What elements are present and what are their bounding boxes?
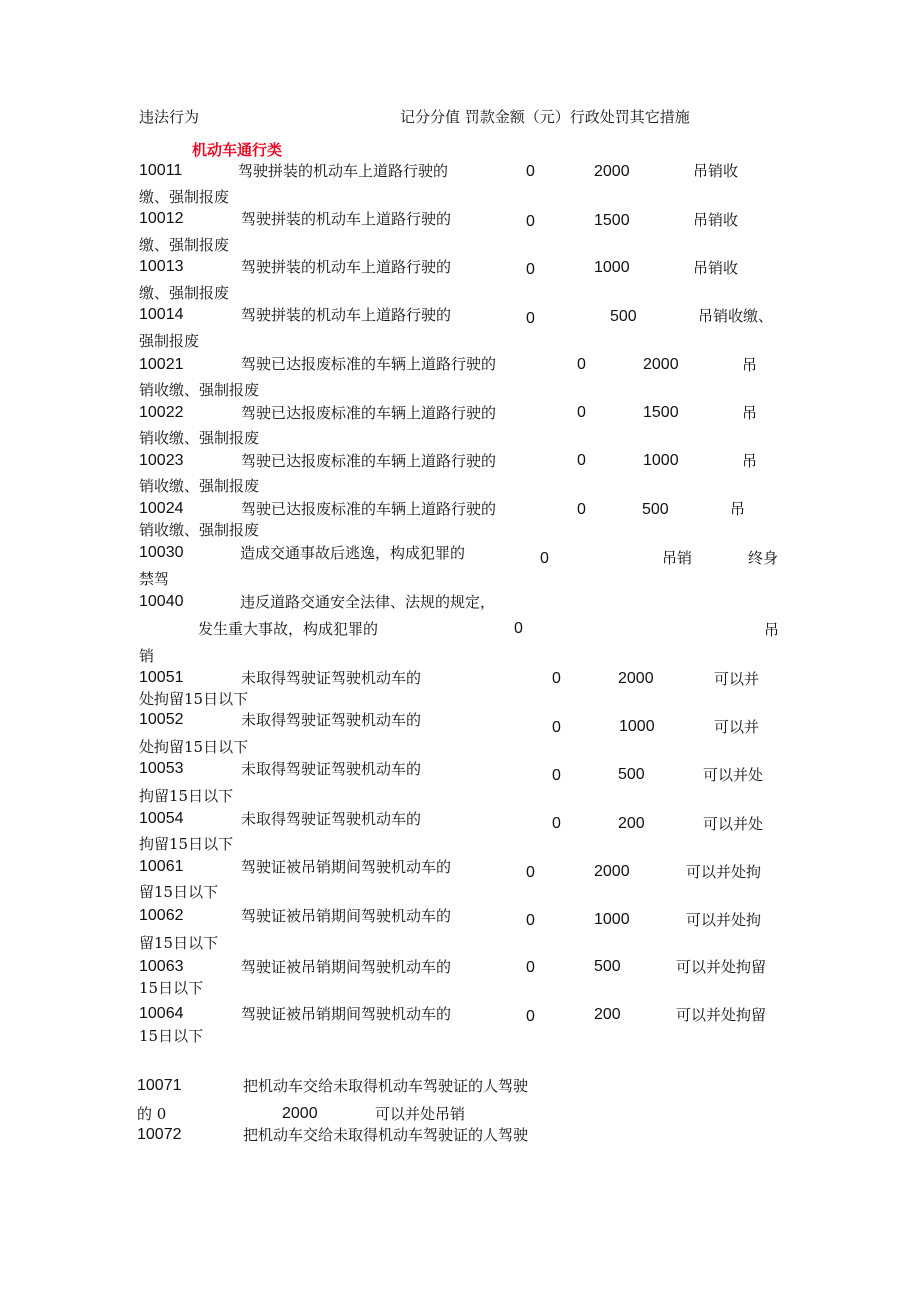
row-code: 10014 (139, 306, 184, 323)
row-desc: 造成交通事故后逃逸，构成犯罪的 (240, 544, 466, 562)
row-desc: 驾驶证被吊销期间驾驶机动车的 (241, 858, 452, 876)
row-continuation: 销收缴、强制报废 (139, 429, 260, 447)
row-code: 10013 (139, 258, 184, 275)
section-title: 机动车通行类 (192, 141, 283, 159)
row-points: 0 (526, 213, 535, 230)
row-code: 10012 (139, 210, 184, 227)
row-fine: 1500 (643, 404, 679, 421)
row-points: 0 (526, 163, 535, 180)
row-points: 0 (526, 864, 535, 881)
row-points: 0 (552, 815, 561, 832)
row-points: 0 (526, 912, 535, 929)
row-desc: 驾驶拼装的机动车上道路行驶的 (241, 210, 452, 228)
row-code: 10072 (137, 1126, 182, 1143)
row-code: 10051 (139, 669, 184, 686)
row-desc: 未取得驾驶证驾驶机动车的 (241, 760, 422, 778)
row-continuation: 的 0 (137, 1105, 167, 1123)
row-desc: 驾驶证被吊销期间驾驶机动车的 (241, 1005, 452, 1023)
row-code: 10071 (137, 1077, 182, 1094)
row-points: 0 (552, 670, 561, 687)
row-fine: 1000 (594, 259, 630, 276)
row-continuation: 留15日以下 (139, 934, 219, 952)
row-points: 0 (526, 1008, 535, 1025)
row-code: 10052 (139, 711, 184, 728)
row-penalty: 吊 (764, 621, 780, 639)
row-extra: 终身 (748, 549, 779, 567)
row-desc: 把机动车交给未取得机动车驾驶证的人驾驶 (243, 1126, 529, 1144)
row-continuation: 禁驾 (139, 570, 170, 588)
row-code: 10061 (139, 858, 184, 875)
row-fine: 1500 (594, 212, 630, 229)
row-desc: 未取得驾驶证驾驶机动车的 (241, 669, 422, 687)
row-fine: 1000 (619, 718, 655, 735)
row-fine: 1000 (594, 911, 630, 928)
row-desc: 未取得驾驶证驾驶机动车的 (241, 711, 422, 729)
row-code: 10030 (139, 544, 184, 561)
row-code: 10023 (139, 452, 184, 469)
row-desc: 把机动车交给未取得机动车驾驶证的人驾驶 (243, 1077, 529, 1095)
row-desc: 驾驶已达报废标准的车辆上道路行驶的 (241, 500, 497, 518)
row-points: 0 (526, 310, 535, 327)
row-penalty: 吊销收 (693, 162, 739, 180)
header-behavior: 违法行为 (139, 108, 200, 126)
row-penalty: 吊 (730, 500, 746, 518)
row-points: 0 (577, 452, 586, 469)
row-fine: 2000 (282, 1105, 318, 1122)
row-penalty: 吊 (742, 452, 758, 470)
row-desc: 驾驶证被吊销期间驾驶机动车的 (241, 907, 452, 925)
row-code: 10011 (139, 162, 183, 179)
row-fine: 2000 (618, 670, 654, 687)
row-desc: 驾驶拼装的机动车上道路行驶的 (241, 306, 452, 324)
row-code: 10064 (139, 1005, 184, 1022)
row-code: 10040 (139, 593, 184, 610)
row-fine: 2000 (643, 356, 679, 373)
row-penalty: 可以并 (714, 670, 760, 688)
row-penalty: 可以并处拘留 (676, 1006, 767, 1024)
row-desc: 驾驶证被吊销期间驾驶机动车的 (241, 958, 452, 976)
row-penalty: 可以并处拘 (686, 863, 762, 881)
row-penalty: 可以并处拘 (686, 911, 762, 929)
row-fine: 2000 (594, 863, 630, 880)
row-code: 10021 (139, 356, 184, 373)
row-code: 10062 (139, 907, 184, 924)
row-code: 10054 (139, 810, 184, 827)
row-desc: 驾驶拼装的机动车上道路行驶的 (241, 258, 452, 276)
row-fine: 200 (618, 815, 645, 832)
row-points: 0 (526, 959, 535, 976)
row-fine: 1000 (643, 452, 679, 469)
header-columns: 记分分值 罚款金额（元）行政处罚其它措施 (400, 108, 690, 126)
row-fine: 500 (594, 958, 621, 975)
row-penalty: 可以并处 (703, 766, 764, 784)
row-continuation: 销收缴、强制报废 (139, 477, 260, 495)
row-continuation: 强制报废 (139, 332, 200, 350)
row-points: 0 (577, 501, 586, 518)
row-points: 0 (514, 620, 523, 637)
row-continuation: 缴、强制报废 (139, 188, 230, 206)
row-fine: 500 (610, 308, 637, 325)
row-penalty: 吊销收 (693, 259, 739, 277)
row-points: 0 (577, 404, 586, 421)
row-code: 10022 (139, 404, 184, 421)
row-continuation: 拘留15日以下 (139, 835, 234, 853)
row-continuation: 拘留15日以下 (139, 787, 234, 805)
row-desc: 违反道路交通安全法律、法规的规定， (240, 593, 496, 611)
row-code: 10053 (139, 760, 184, 777)
row-continuation: 缴、强制报废 (139, 284, 230, 302)
row-desc: 未取得驾驶证驾驶机动车的 (241, 810, 422, 828)
row-continuation: 销收缴、强制报废 (139, 521, 260, 539)
row-points: 0 (552, 767, 561, 784)
row-continuation: 15日以下 (139, 1027, 204, 1045)
row-fine: 200 (594, 1006, 621, 1023)
row-points: 0 (577, 356, 586, 373)
row-continuation: 处拘留15日以下 (139, 690, 249, 708)
row-continuation: 处拘留15日以下 (139, 738, 249, 756)
row-penalty: 吊销 (662, 549, 693, 567)
row-fine: 2000 (594, 163, 630, 180)
row-desc: 驾驶已达报废标准的车辆上道路行驶的 (241, 452, 497, 470)
row-points: 0 (552, 719, 561, 736)
row-penalty: 可以并处吊销 (375, 1105, 466, 1123)
row-points: 0 (526, 261, 535, 278)
row-code: 10063 (139, 958, 184, 975)
row-desc-line2: 发生重大事故，构成犯罪的 (198, 620, 379, 638)
row-penalty: 可以并处 (703, 815, 764, 833)
row-penalty: 可以并 (714, 718, 760, 736)
row-desc: 驾驶已达报废标准的车辆上道路行驶的 (241, 404, 497, 422)
row-desc: 驾驶已达报废标准的车辆上道路行驶的 (241, 355, 497, 373)
row-points: 0 (540, 550, 549, 567)
row-continuation: 销收缴、强制报废 (139, 381, 260, 399)
row-fine: 500 (642, 501, 669, 518)
row-desc: 驾驶拼装的机动车上道路行驶的 (238, 162, 449, 180)
row-penalty: 吊 (742, 404, 758, 422)
row-code: 10024 (139, 500, 184, 517)
row-penalty: 吊销收 (693, 211, 739, 229)
row-continuation: 留15日以下 (139, 883, 219, 901)
row-continuation: 缴、强制报废 (139, 236, 230, 254)
row-fine: 500 (618, 766, 645, 783)
row-penalty: 吊销收缴、 (698, 307, 774, 325)
row-continuation: 15日以下 (139, 979, 204, 997)
row-penalty: 吊 (742, 356, 758, 374)
row-continuation: 销 (139, 647, 155, 665)
row-penalty: 可以并处拘留 (676, 958, 767, 976)
